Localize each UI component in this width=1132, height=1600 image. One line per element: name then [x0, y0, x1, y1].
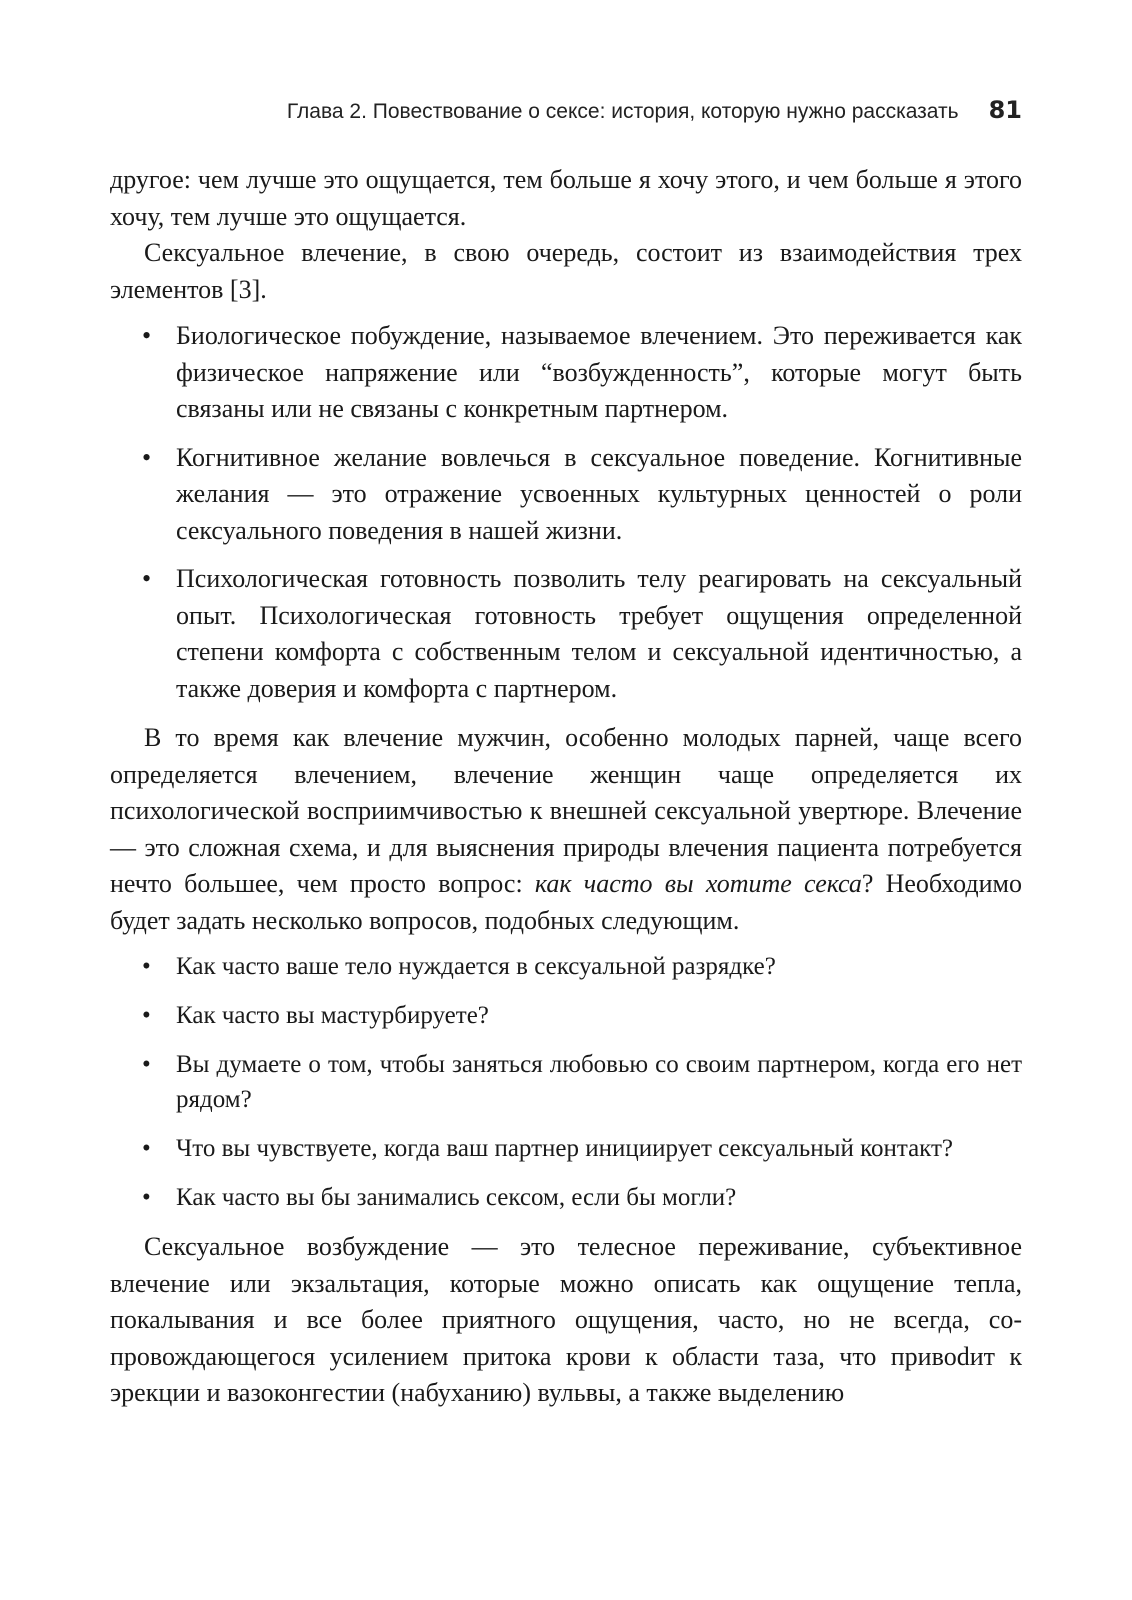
book-page: [110, 96, 1022, 1412]
chapter-title: Глава 2. Повествование о сексе: история, которую нужно рассказать: [286, 100, 959, 123]
bullet-icon: •: [142, 1135, 151, 1162]
list-item-text: Психологическая готовность позволить телу реагировать на сексуальный опыт. Психологическая готовность требует ощущения определенной степени комфорта с собственным телом и сексуальной идентичностью, а также доверия и комфорта с партнером.: [176, 564, 1022, 703]
paragraph-desire-intro: Сексуальное влечение, в свою очередь, состоит из взаимодействия трех элементов [3].: [110, 238, 1022, 304]
paragraph-arousal: Сексуальное возбуждение — это телесное переживание, субъективное влечение или экзальтация, которые можно описать как ощущение тепла, покалывания и все более приятного ощущения, часто, но не всегда, сопровождающегося усилением притока крови к области таза, что привоdит к эрекции и вазоконгестии (набуханию) вульвы, а также выделению: [110, 1232, 1022, 1407]
list-item: [110, 318, 1022, 428]
paragraph-desire-differences: [110, 720, 1022, 939]
bullet-icon: •: [142, 1002, 151, 1029]
italic-question: как часто вы хотите секса: [534, 869, 862, 898]
bullet-icon: •: [142, 442, 152, 472]
paragraph-continuation: другое: чем лучше это ощущается, тем больше я хочу этого, и чем больше я этого хочу, тем лучше это ощущается.: [110, 165, 1022, 231]
questions-list: [110, 949, 1022, 1215]
list-item-text: Когнитивное желание вовлечься в сексуальное поведение. Когнитивные желания — это отражение усвоенных культурных ценностей о роли сексуального поведения в нашей жизни.: [176, 442, 1022, 545]
list-item: [110, 1180, 1022, 1215]
list-item: [110, 561, 1022, 707]
list-item: [110, 440, 1022, 550]
list-item-text: Что вы чувствуете, когда ваш партнер инициирует сексуальный контакт?: [176, 1135, 954, 1162]
list-item: [110, 1131, 1022, 1166]
list-item-text: Биологическое побуждение, называемое влечением. Это переживается как физическое напряжение или “возбужденность”, которые могут быть связаны или не связаны с конкретным партнером.: [176, 321, 1022, 423]
list-item: [110, 1047, 1022, 1117]
list-item-text: Вы думаете о том, чтобы заняться любовью со своим партнером, когда его нет рядом?: [176, 1051, 1022, 1113]
body-text: [110, 162, 1022, 1412]
list-item-text: Как часто вы бы занимались сексом, если бы могли?: [176, 1184, 737, 1211]
running-head: [110, 96, 1022, 136]
bullet-icon: •: [142, 953, 151, 980]
bullet-icon: •: [142, 1051, 151, 1078]
list-item-text: Как часто вы мастурбируете?: [176, 1002, 489, 1029]
paragraph-text: В то время как влечение мужчин, особенно молодых парней, чаще всего определяется влечением, влечение женщин чаще определяется их психологической восприимчивостью к внешней сексуальной увертюре. Влечение — это сложная схема, и для выяснения природы влечения пациента потребуется нечто большее, чем просто вопрос:: [110, 723, 1022, 898]
page-number: 81: [988, 96, 1022, 124]
paragraph-text: ? Необходимо будет задать несколько вопросов, подобных следующим.: [110, 869, 1022, 935]
list-item-text: Как часто ваше тело нуждается в сексуальной разрядке?: [176, 953, 776, 980]
bullet-icon: •: [142, 321, 152, 350]
list-item: [110, 949, 1022, 984]
bullet-icon: •: [142, 1184, 151, 1211]
bullet-icon: •: [142, 564, 152, 593]
desire-elements-list: [110, 318, 1022, 707]
list-item: [110, 998, 1022, 1033]
